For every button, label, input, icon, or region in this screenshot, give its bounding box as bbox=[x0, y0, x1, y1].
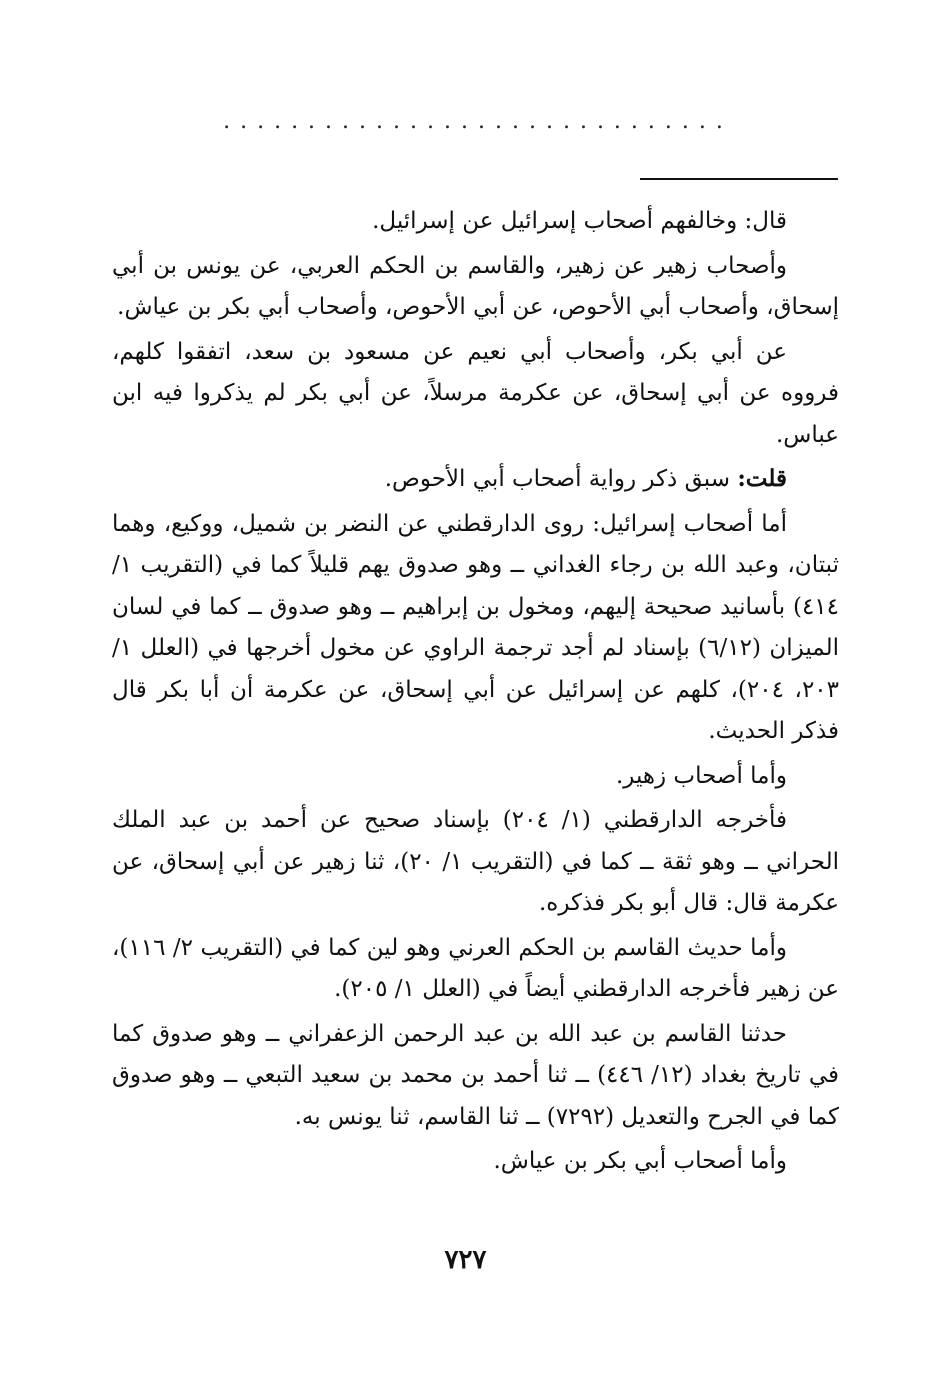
paragraph-lead: قلت: bbox=[737, 465, 787, 492]
paragraph-1 bbox=[112, 200, 839, 243]
paragraph-10 bbox=[112, 1140, 839, 1183]
paragraph-3 bbox=[112, 331, 839, 457]
paragraph-text: وأصحاب زهير عن زهير، والقاسم بن الحكم العربي، عن يونس بن أبي إسحاق، وأصحاب أبي الأحوص، عن أبي الأحوص، وأصحاب أبي بكر بن عياش. bbox=[112, 252, 839, 320]
paragraph-text: عن أبي بكر، وأصحاب أبي نعيم عن مسعود بن سعد، اتفقوا كلهم، فرووه عن أبي إسحاق، عن عكرمة مرسلاً، عن أبي بكر لم يذكروا فيه ابن عباس. bbox=[112, 338, 839, 448]
paragraph-9 bbox=[112, 1013, 839, 1139]
paragraph-text: قال: وخالفهم أصحاب إسرائيل عن إسرائيل. bbox=[372, 208, 787, 234]
paragraph-7 bbox=[112, 799, 839, 925]
body-text bbox=[112, 200, 839, 1185]
paragraph-text: وأما أصحاب زهير. bbox=[615, 762, 787, 789]
paragraph-4 bbox=[112, 458, 839, 501]
paragraph-text: وأما أصحاب أبي بكر بن عياش. bbox=[493, 1148, 787, 1174]
paragraph-6 bbox=[112, 755, 839, 798]
paragraph-text: فأخرجه الدارقطني (١/ ٢٠٤) بإسناد صحيح عن أحمد بن عبد الملك الحراني ــ وهو ثقة ــ كما في (التقريب ١/ ٢٠)، ثنا زهير عن أبي إسحاق، عن عكرمة قال: قال أبو بكر فذكره. bbox=[112, 807, 839, 916]
paragraph-text: وأما حديث القاسم بن الحكم العرني وهو لين كما في (التقريب ٢/ ١١٦)، عن زهير فأخرجه الدارقطني أيضاً في (العلل ١/ ٢٠٥). bbox=[112, 934, 839, 1002]
page-number: ٧٢٧ bbox=[444, 1245, 487, 1275]
separator-dots: .............................. bbox=[223, 112, 733, 132]
paragraph-5 bbox=[112, 503, 839, 753]
footnote-rule bbox=[640, 178, 838, 180]
paragraph-text: أما أصحاب إسرائيل: روى الدارقطني عن النضر بن شميل، ووكيع، وهما ثبتان، وعبد الله بن رجاء الغداني ــ وهو صدوق يهم قليلاً كما في (التقريب ١/ ٤١٤) بأسانيد صحيحة إليهم، ومخول بن إبراهيم ــ وهو صدوق ــ كما في لسان الميزان (٦/١٢) بإسناد لم أجد ترجمة الراوي عن مخول أخرجها في (العلل ١/ ٢٠٣، ٢٠٤)، كلهم عن إسرائيل عن أبي إسحاق، عن عكرمة أن أبا بكر قال فذكر الحديث. bbox=[112, 510, 839, 744]
paragraph-text: حدثنا القاسم بن عبد الله بن عبد الرحمن الزعفراني ــ وهو صدوق كما في تاريخ بغداد (١٢/ ٤٤٦) ــ ثنا أحمد بن محمد بن سعيد التبعي ــ وهو صدوق كما في الجرح والتعديل (٧٢٩٢) ــ ثنا القاسم، ثنا يونس به. bbox=[112, 1020, 839, 1130]
paragraph-8 bbox=[112, 927, 839, 1011]
paragraph-text: سبق ذكر رواية أصحاب أبي الأحوص. bbox=[384, 466, 738, 492]
paragraph-2 bbox=[112, 245, 839, 329]
